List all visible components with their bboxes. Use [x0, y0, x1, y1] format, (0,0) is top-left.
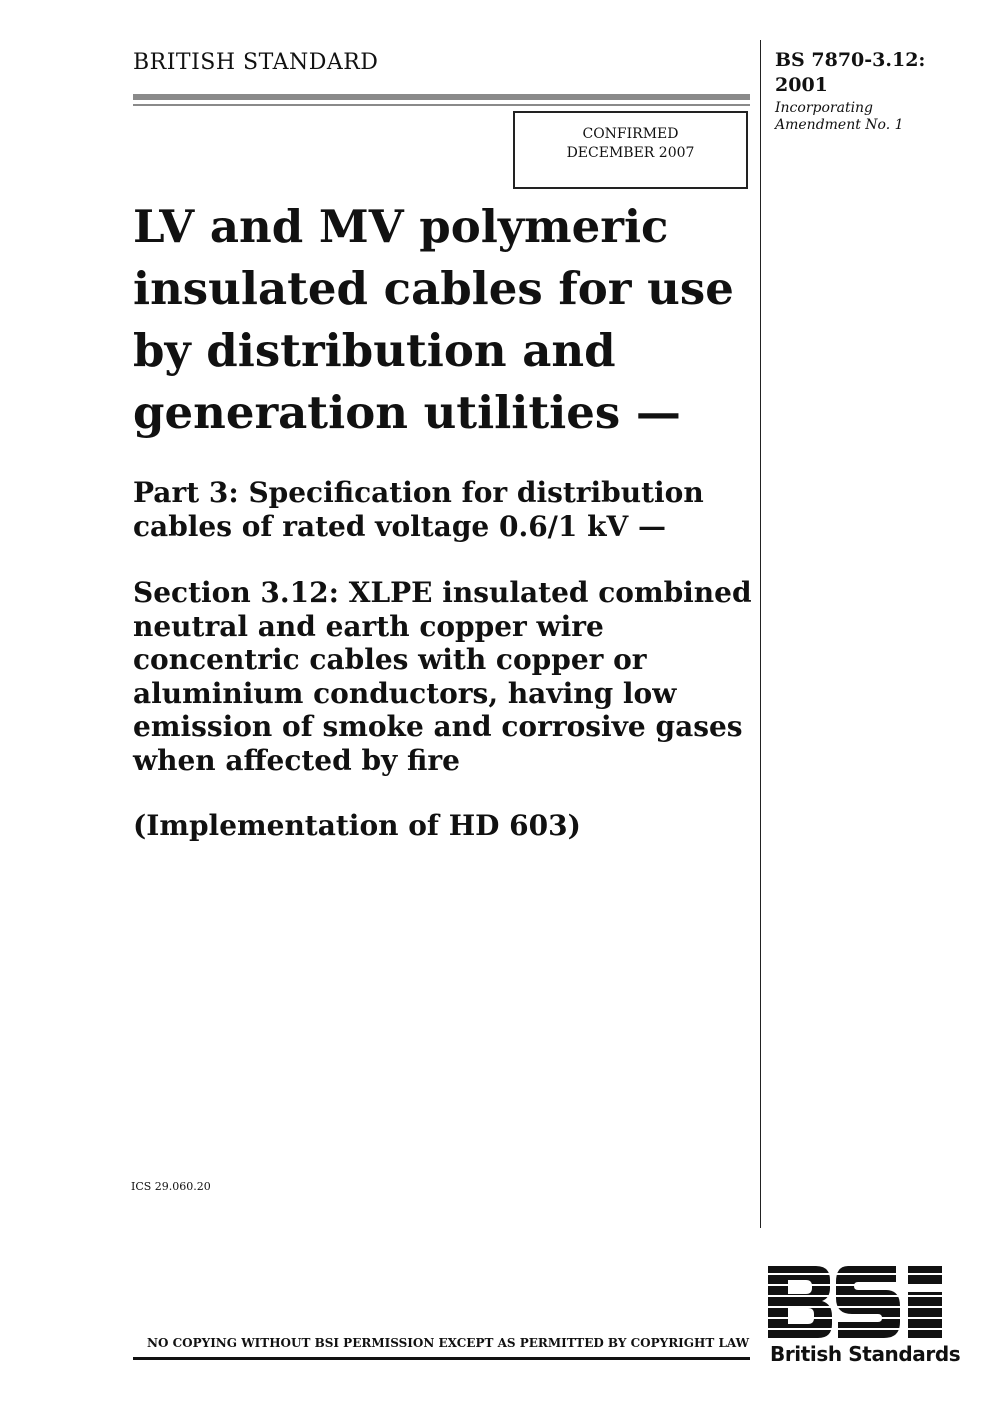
part-title-line: cables of rated voltage 0.6/1 kV — — [133, 510, 667, 543]
standard-number — [775, 48, 925, 98]
main-title — [133, 196, 753, 444]
title-line: generation utilities — — [133, 386, 681, 439]
confirmation-stamp — [513, 111, 748, 189]
standard-type-label: BRITISH STANDARD — [133, 50, 379, 75]
title-line: insulated cables for use — [133, 262, 734, 315]
title-line: by distribution and — [133, 324, 616, 377]
standard-number-line: BS 7870-3.12: — [775, 49, 926, 71]
footer-rule — [133, 1357, 750, 1360]
bsi-logo-text: British Standards — [770, 1342, 961, 1366]
section-title-line: when affected by fire — [133, 743, 460, 777]
confirmation-status: CONFIRMED — [582, 126, 679, 142]
amendment-line: Incorporating — [775, 100, 874, 116]
section-title-line: neutral and earth copper wire — [133, 609, 604, 643]
bsi-logo — [766, 1262, 961, 1370]
section-title — [133, 576, 753, 777]
amendment-line: Amendment No. 1 — [775, 117, 904, 133]
part-title-line: Part 3: Specification for distribution — [133, 476, 704, 509]
section-title-line: concentric cables with copper or — [133, 643, 647, 676]
confirmation-date: DECEMBER 2007 — [566, 145, 695, 161]
header-rule-thin — [133, 104, 750, 106]
part-title — [133, 476, 753, 544]
implementation-note: (Implementation of HD 603) — [133, 809, 581, 842]
standard-year: 2001 — [775, 74, 828, 96]
amendment-note — [775, 100, 904, 134]
header-rule-thick — [133, 94, 750, 100]
section-title-line: aluminium conductors, having low — [133, 676, 677, 710]
margin-divider — [760, 40, 761, 1228]
title-line: LV and MV polymeric — [133, 200, 669, 253]
bsi-logo-mark-icon — [766, 1262, 946, 1340]
section-title-line: emission of smoke and corrosive gases — [133, 710, 743, 743]
section-title-line: Section 3.12: XLPE insulated combined — [133, 576, 752, 609]
ics-code: ICS 29.060.20 — [131, 1180, 211, 1193]
copyright-notice: NO COPYING WITHOUT BSI PERMISSION EXCEPT AS PERMITTED BY COPYRIGHT LAW — [147, 1336, 750, 1350]
